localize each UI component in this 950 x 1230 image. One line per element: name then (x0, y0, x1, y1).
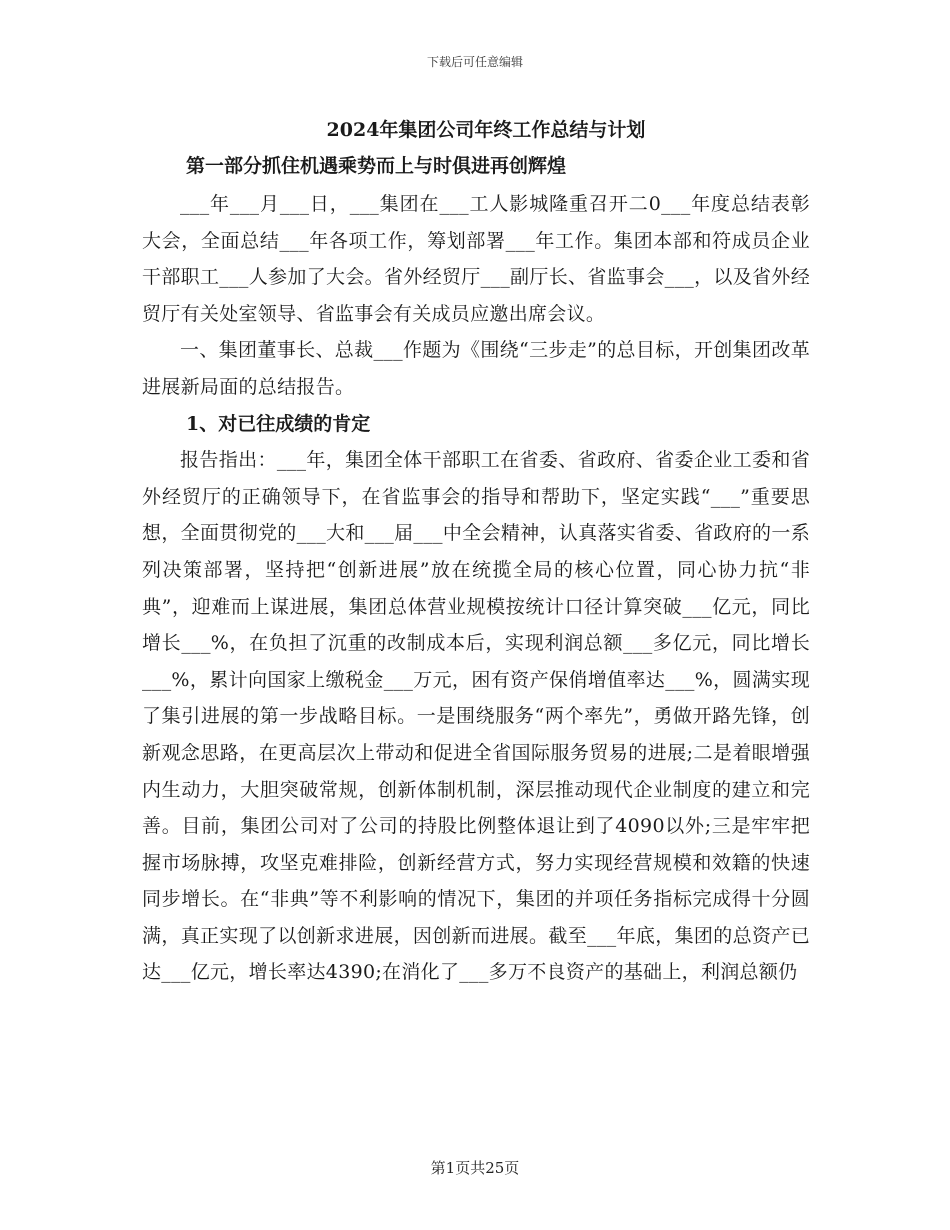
header-note: 下载后可任意编辑 (426, 55, 523, 69)
report-intro-paragraph: 一、集团董事长、总裁___作题为《围绕“三步走”的总目标，开创集团改革进展新局面的总结报告。 (142, 339, 810, 398)
subheading: 1、对已往成绩的肯定 (186, 412, 371, 435)
document-body (142, 112, 810, 991)
section-title: 第一部分抓住机遇乘势而上与时俱进再创辉煌 (186, 155, 567, 177)
intro-paragraph: ___年___月___日，___集团在___工人影城隆重召开二0___年度总结表彰大会，全面总结___年各项工作，筹划部署___年工作。集团本部和符成员企业干部职工___人参加了大会。省外经贸厅___副厅长、省监事会___，以及省外经贸厅有关处室领导、省监事会有关成员应邀出席会议。 (142, 193, 810, 325)
page-footer: 第1页共25页 (430, 1159, 520, 1177)
document-title: 2024年集团公司年终工作总结与计划 (326, 119, 646, 141)
report-paragraph: 报告指出：___年，集团全体干部职工在省委、省政府、省委企业工委和省外经贸厅的正确领导下，在省监事会的指导和帮助下，坚定实践“___”重要思想，全面贯彻党的___大和___届___中全会精神，认真落实省委、省政府的一系列决策部署，坚持把“创新进展”放在统揽全局的核心位置，同心协力抗“非典”，迎难而上谋进展，集团总体营业规模按统计口径计算突破___亿元，同比增长___%，在负担了沉重的改制成本后，实现利润总额___多亿元，同比增长___%，累计向国家上缴税金___万元，困有资产保俏增值率达___%，圆满实现了集引进展的第一步战略目标。一是围绕服务“两个率先”，勇做开路先锋，创新观念思路，在更高层次上带动和促进全省国际服务贸易的进展;二是着眼增强内生动力，大胆突破常规，创新体制机制，深层推动现代企业制度的建立和完善。目前，集团公司对了公司的持股比例整体退让到了4090以外;三是牢牢把握市场脉搏，攻坚克难排险，创新经营方式，努力实现经营规模和效籍的快速同步增长。在“非典”等不利影响的情况下，集团的并项任务指标完成得十分圆满，真正实现了以创新求进展，因创新而进展。截至___年底，集团的总资产已达___亿元，增长率达4390;在消化了___多万不良资产的基础上，利润总额仍 (142, 449, 810, 984)
